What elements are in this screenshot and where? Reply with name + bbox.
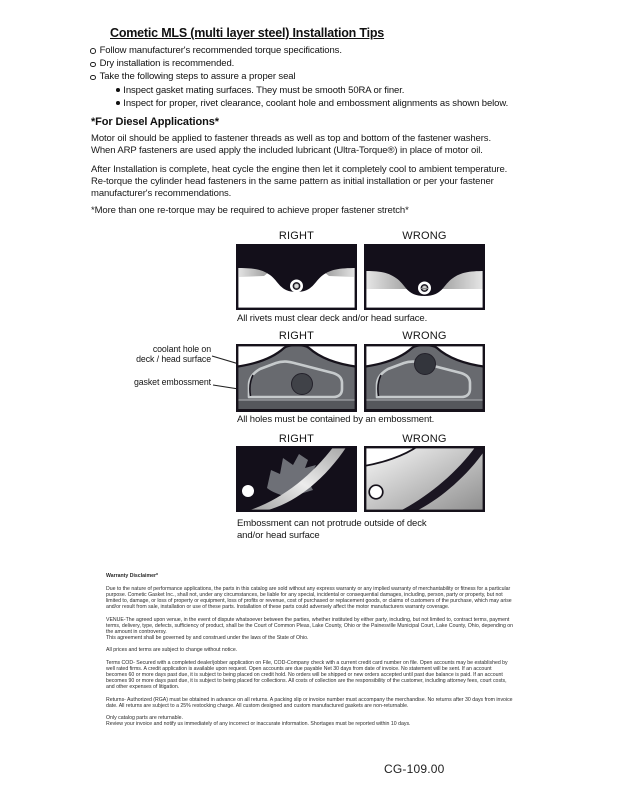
diesel-para-2: After Installation is complete, heat cycle the engine then let it completely cool to ambient temperature. Re-torque the cylinder head fasteners in the same pattern as initial installation or per your fastener manufacturer's recommendations. [91,164,508,199]
list-item [116,97,530,110]
list-item [116,84,530,97]
tip-text: Dry installation is recommended. [99,58,235,70]
row2-caption: All holes must be contained by an embossment. [237,414,435,425]
venue-governing-line: This agreement shall be governed by and construed under the laws of the State of Ohio. [106,635,309,642]
filled-bullet-icon [116,101,120,105]
installation-tips-list [90,44,530,110]
diesel-para-1: Motor oil should be applied to fastener threads as well as top and bottom of the fastener washers. When ARP fasteners are used apply the included lubricant (Ultra-Torque®) in place of motor oil. [91,133,491,156]
prices-line: All prices and terms are subject to change without notice. [106,647,238,654]
page-title: Cometic MLS (multi layer steel) Installation Tips [110,26,385,40]
protrusion-wrong-illustration [364,446,485,512]
protrusion-right-illustration [236,446,357,512]
gasket-embossment-annotation: gasket embossment [133,377,211,387]
tip-text: Take the following steps to assure a proper seal [99,71,296,83]
list-item [90,70,530,83]
tip-text: Inspect gasket mating surfaces. They must be smooth 50RA or finer. [123,84,405,96]
row3-wrong-label: WRONG [402,433,447,445]
terms-paragraph: Terms COD- Secured with a completed dealer/jobber application on File, COD-Company check with a current credit card number on file. Open accounts may be established by well rated firms. A credit application is available upon request. Open accounts are due payable Net 30 days from date of invoice. No statement will be sent. If an account becomes 60 or more days past due, it is subject to being placed on credit hold. No orders will be shipped or new orders accepted until past due balance is paid. If an account becomes 90 or more days past due, it is subject to being placed for collections. All costs of collection are the responsibility of the customer, including attorney fees, court costs, and other expenses of litigation. [106,659,508,691]
row3-caption [237,518,457,541]
coolant-hole-annotation [99,344,211,364]
caption-text: Embossment can not protrude outside of deck [237,518,427,529]
annotation-text: coolant hole on [152,344,211,354]
list-item [90,57,530,70]
caption-text: and/or head surface [237,529,320,541]
list-item [90,44,530,57]
filled-bullet-icon [116,88,120,92]
row3-right-label: RIGHT [278,433,315,445]
embossment-right-illustration [236,344,357,412]
row1-right-label: RIGHT [278,230,315,242]
annotation-text: deck / head surface [136,354,211,364]
row2-wrong-label: WRONG [402,330,447,342]
open-bullet-icon [90,62,96,68]
diesel-heading: *For Diesel Applications* [91,116,219,128]
review-line: Review your invoice and notify us immediately of any incorrect or inaccurate information. Shortages must be reported within 10 days. [106,721,411,728]
open-bullet-icon [90,75,96,81]
embossment-wrong-illustration [364,344,485,412]
tip-text: Inspect for proper, rivet clearance, coolant hole and embossment alignments as shown below. [123,97,509,109]
tip-text: Follow manufacturer's recommended torque specifications. [99,45,342,56]
warranty-disclaimer-heading: Warranty Disclaimer* [106,573,158,579]
rivet-wrong-illustration [364,244,485,310]
rivet-right-illustration [236,244,357,310]
open-bullet-icon [90,48,96,54]
warranty-paragraph: Due to the nature of performance applications, the parts in this catalog are sold without any express warranty or any implied warranty of merchantability or fitness for a particular purpose. Cometic Gasket Inc., shall not, under any circumstances, be liable for any special, incidental or consequential damages, including, person, party or property, but not limited to, damage, or loss of property or equipment, loss of profits or revenue, cost of purchased or replacement goods, or claims of customers of the purchase, which may arise and/or result from sale, installation or use of these parts. Installation of these parts could adversely affect the motor manufacturers warranty coverage. [106,585,512,611]
legal-section [106,573,514,727]
diesel-para-3: *More than one re-torque may be required to achieve proper fastener stretch* [91,205,409,216]
returnable-line: Only catalog parts are returnable. [106,714,183,721]
row1-wrong-label: WRONG [402,230,447,242]
page-number: CG-109.00 [384,762,445,776]
row2-right-label: RIGHT [278,330,315,342]
row1-caption: All rivets must clear deck and/or head surface. [237,313,428,324]
venue-paragraph: VENUE-The agreed upon venue, in the event of dispute whatsoever between the parties, whether instituted by either party, including, but not limited to, contract terms, payment terms, delivery, type, defects, sufficiency of product, shall be the Court of Common Pleas, Lake County, Ohio or the Painesville Municipal Court, Lake County, Ohio, depending on the amount in controversy. [106,616,514,635]
returns-paragraph: Returns- Authorized (RGA) must be obtained in advance on all returns. A packing slip or invoice number must accompany the merchandise. No returns after 30 days from invoice date. All returns are subject to a 25% restocking charge. All custom designed and custom manufactured gaskets are non-returnable. [106,696,513,709]
